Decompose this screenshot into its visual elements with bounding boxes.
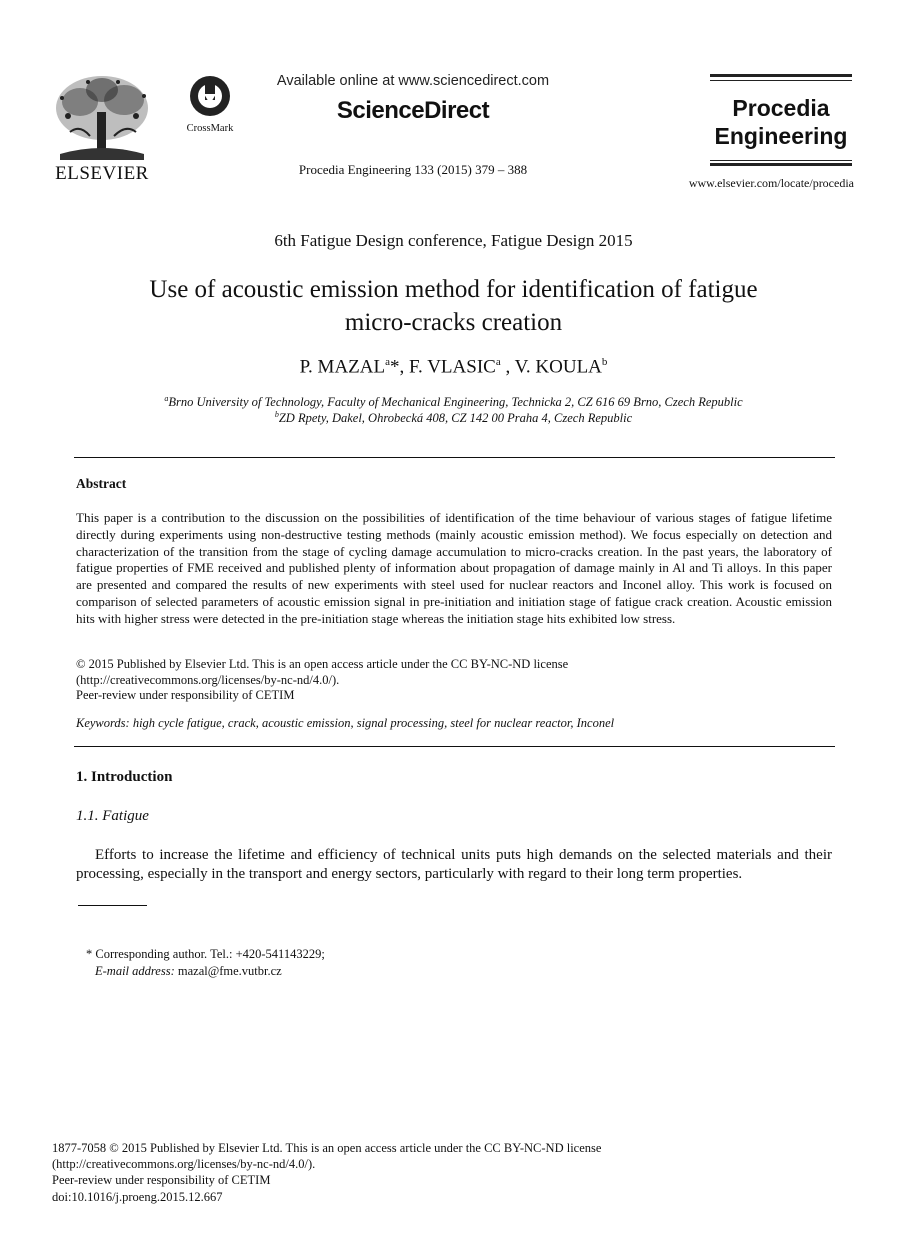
section-divider	[74, 746, 835, 747]
elsevier-tree-icon	[50, 72, 154, 162]
doi[interactable]: doi:10.1016/j.proeng.2015.12.667	[52, 1189, 223, 1204]
crossmark-badge[interactable]	[180, 74, 240, 134]
journal-url-link[interactable]: www.elsevier.com/locate/procedia	[688, 176, 854, 190]
corresponding-author: * Corresponding author. Tel.: +420-541143229;	[86, 947, 325, 961]
journal-rule	[710, 80, 852, 81]
conference-name: 6th Fatigue Design conference, Fatigue Design 2015	[274, 231, 633, 250]
affiliation	[0, 394, 907, 410]
keywords-list: high cycle fatigue, crack, acoustic emission, signal processing, steel for nuclear reactor, Inconel	[132, 716, 615, 730]
author-name: F. VLASIC	[409, 356, 496, 378]
journal-rule	[710, 74, 852, 77]
journal-name-line1: Procedia	[732, 95, 830, 121]
author-separator: *,	[390, 356, 409, 378]
author-name: P. MAZAL	[299, 356, 386, 378]
journal-name-line2: Engineering	[714, 123, 848, 149]
keywords-label: Keywords:	[76, 716, 130, 730]
paper-title	[80, 273, 827, 339]
abstract-heading: Abstract	[76, 476, 127, 491]
author-affil-marker: a	[495, 356, 501, 368]
crossmark-icon	[180, 74, 240, 120]
author-list	[0, 356, 907, 378]
journal-rule	[710, 160, 852, 161]
section-heading: 1. Introduction	[76, 769, 173, 785]
keywords	[76, 716, 832, 731]
section-divider	[74, 457, 835, 458]
author-affil-marker: b	[601, 356, 608, 368]
footnote-rule	[78, 905, 147, 906]
affiliation	[0, 410, 907, 426]
peer-review-note: Peer-review under responsibility of CETIM	[76, 688, 295, 702]
copyright-block	[76, 657, 832, 704]
journal-name	[710, 94, 852, 150]
paper-title-line2: micro-cracks creation	[344, 309, 563, 336]
journal-rule	[710, 163, 852, 166]
available-online-text: Available online at www.sciencedirect.com	[276, 73, 550, 89]
copyright-line: © 2015 Published by Elsevier Ltd. This is an open access article under the CC BY-NC-ND license	[76, 657, 569, 671]
author-name: V. KOULA	[514, 356, 602, 378]
affiliation-label: a	[164, 394, 169, 403]
license-link[interactable]: (http://creativecommons.org/licenses/by-nc-nd/4.0/).	[76, 672, 340, 687]
email-label: E-mail address:	[95, 963, 175, 978]
affiliation-text: ZD Rpety, Dakel, Ohrobecká 408, CZ 142 00 Praha 4, Czech Republic	[278, 411, 633, 426]
elsevier-wordmark: ELSEVIER	[55, 163, 149, 184]
peer-review-note: Peer-review under responsibility of CETIM	[52, 1173, 271, 1188]
issn-copyright-block	[52, 1140, 852, 1205]
email-address[interactable]: mazal@fme.vutbr.cz	[177, 963, 282, 978]
sciencedirect-logo[interactable]: ScienceDirect	[336, 97, 490, 124]
intro-paragraph: Efforts to increase the lifetime and efficiency of technical units puts high demands on the selected materials and their processing, especially in the transport and energy sectors, particularly with regard to their long term properties.	[76, 847, 832, 882]
footnote	[86, 946, 686, 979]
license-link[interactable]: (http://creativecommons.org/licenses/by-nc-nd/4.0/).	[52, 1157, 316, 1172]
elsevier-logo	[50, 72, 154, 184]
subsection-heading: 1.1. Fatigue	[76, 808, 149, 824]
issn-copyright-line: 1877-7058 © 2015 Published by Elsevier Ltd. This is an open access article under the CC BY-NC-ND license	[52, 1141, 602, 1155]
paper-title-line1: Use of acoustic emission method for identification of fatigue	[149, 276, 758, 303]
author-affil-marker: a	[385, 356, 390, 368]
abstract-body: This paper is a contribution to the discussion on the possibilities of identification of the time behaviour of various stages of fatigue lifetime directly during experiments using non-destructive testing methods (mainly acoustic emission method). We focus especially on detection and characterization of the transition from the stage of cycling damage accumulation to micro-cracks creation. In the past years, the laboratory of fatigue properties of FME received and published plenty of information about propagation of damage mainly in Al and Ti alloys. In this paper are presented and compared the results of new experiments with steel used for nuclear reactors and Inconel alloy. This work is focused on comparison of selected parameters of acoustic emission signal in pre-initiation and initiation stage of fatigue crack creation. Acoustic emission hits with higher stress were detected in the pre-initiation stage whereas the initiation stage hits exhibited low stress.	[76, 510, 832, 626]
affiliation-label: b	[274, 410, 279, 419]
journal-citation: Procedia Engineering 133 (2015) 379 – 388	[298, 162, 528, 177]
crossmark-label: CrossMark	[186, 123, 234, 134]
affiliation-text: Brno University of Technology, Faculty of Mechanical Engineering, Technicka 2, CZ 616 69 Brno, Czech Republic	[168, 395, 743, 410]
author-separator: ,	[500, 356, 515, 378]
